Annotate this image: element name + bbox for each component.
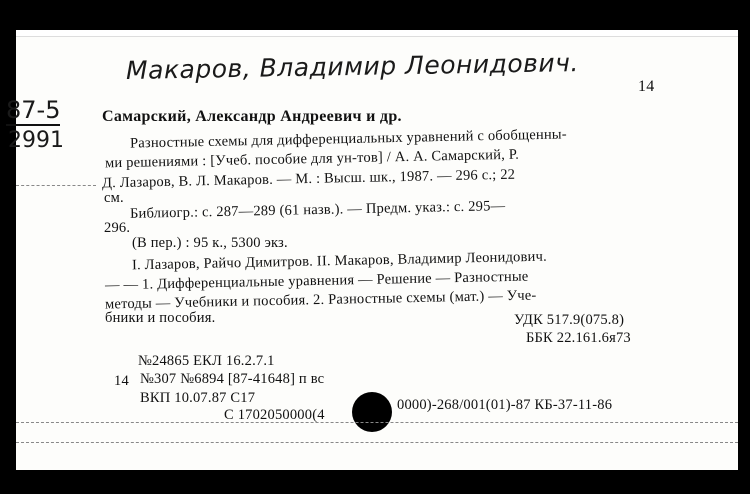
margin-rule (16, 422, 738, 423)
udk-code: УДК 517.9(075.8) (514, 312, 625, 328)
footer-vkp: ВКП 10.07.87 С17 (140, 390, 256, 406)
entry-line: (В пер.) : 95 к., 5300 экз. (132, 235, 288, 251)
entry-line: Библиогр.: с. 287—289 (61 назв.). — Предм. указ.: с. 295— (129, 198, 506, 222)
handwritten-author-note: Макаров, Владимир Леонидович. (125, 48, 580, 85)
bbk-code: ББК 22.161.6я73 (526, 330, 631, 346)
footer-copy-count: 14 (114, 373, 129, 389)
margin-rule (16, 185, 96, 186)
entry-line: бники и пособия. (105, 310, 216, 326)
footer-index-left: С 1702050000(4 (224, 407, 325, 423)
entry-heading: Самарский, Александр Андреевич и др. (102, 108, 402, 125)
punch-hole (352, 392, 392, 432)
entry-line: Д. Лазаров, В. Л. Макаров. — М. : Высш. шк., 1987. — 296 с.; 22 (101, 166, 516, 192)
entry-line: ми решениями : [Учеб. пособие для ун-тов] / А. А. Самарский, Р. (104, 146, 520, 172)
entry-line: методы — Учебники и пособия. 2. Разностные схемы (мат.) — Уче- (104, 287, 537, 313)
entry-line: 296. (104, 220, 131, 236)
card-number: 14 (638, 78, 655, 95)
entry-line: см. (104, 190, 124, 206)
call-number-top: 87-5 (6, 96, 61, 124)
footer-order: №307 №6894 [87-41648] п вс (140, 371, 325, 387)
footer-registration: №24865 ЕКЛ 16.2.7.1 (138, 353, 275, 369)
footer-index-right: 0000)-268/001(01)-87 КБ-37-11-86 (397, 397, 613, 413)
entry-line: I. Лазаров, Райчо Димитров. II. Макаров, Владимир Леонидович. (131, 248, 548, 274)
card-top-edge (16, 30, 738, 37)
call-number-bottom: 2991 (8, 128, 64, 153)
catalog-card (6, 30, 738, 470)
entry-line: Разностные схемы для дифференциальных уравнений с обобщенны- (129, 126, 567, 152)
entry-line: — — 1. Дифференциальные уравнения — Решение — Разностные (104, 268, 529, 294)
margin-rule (16, 442, 738, 443)
